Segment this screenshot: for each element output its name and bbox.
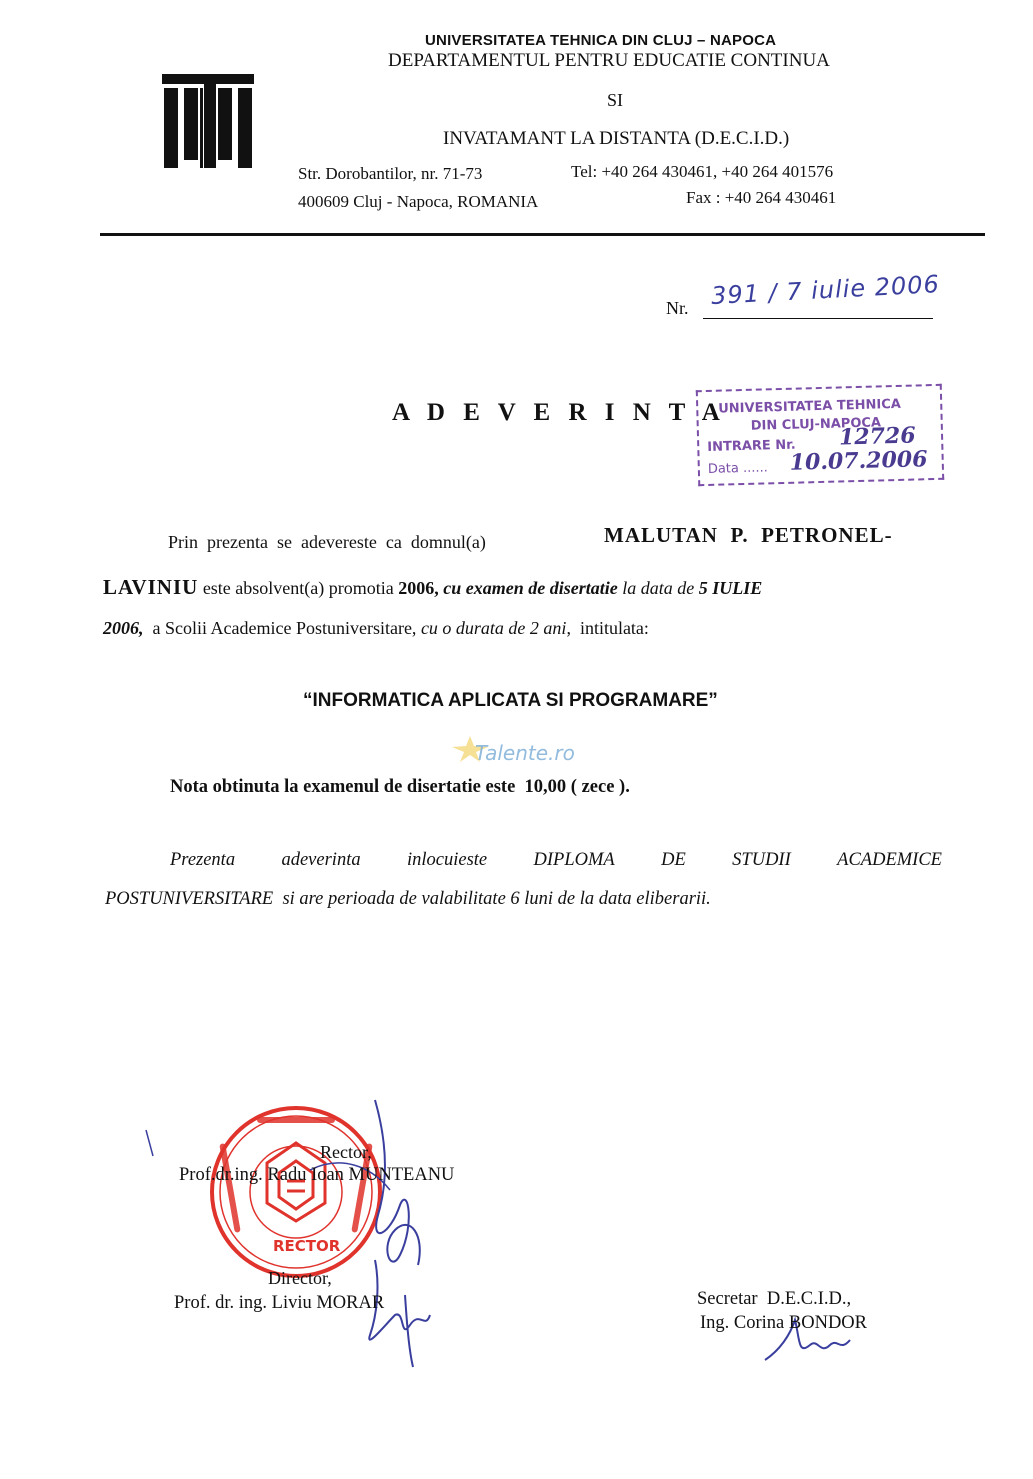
document-title: A D E V E R I N T A xyxy=(392,399,726,426)
validity-word: STUDII xyxy=(732,850,791,870)
stamp-entry-label: INTRARE Nr. xyxy=(707,437,796,455)
program-duration: cu o durata de 2 ani xyxy=(420,618,567,638)
department-name: DEPARTAMENTUL PENTRU EDUCATIE CONTINUA xyxy=(388,50,830,71)
exam-date-day-month: 5 IULIE xyxy=(698,578,763,598)
program-title: “INFORMATICA APLICATA SI PROGRAMARE” xyxy=(303,690,718,711)
department-conjunction: SI xyxy=(607,90,624,110)
certificate-line3 xyxy=(103,618,649,639)
registry-stamp xyxy=(696,384,944,486)
certificate-intro: Prin prezenta se adevereste ca domnul(a) xyxy=(168,532,486,552)
stamp-entry-number: 12726 xyxy=(838,422,916,451)
line2-text2: la data de xyxy=(617,578,699,598)
margin-mark xyxy=(143,1128,157,1158)
registration-handwritten: 391 / 7 iulie 2006 xyxy=(710,270,941,310)
validity-word: Prezenta xyxy=(170,850,236,870)
graduate-name-part1: MALUTAN P. PETRONEL- xyxy=(604,523,893,547)
phone-numbers: Tel: +40 264 430461, +40 264 401576 xyxy=(571,162,834,181)
validity-word: ACADEMICE xyxy=(837,850,942,870)
validity-line2: POSTUNIVERSITARE si are perioada de valabilitate 6 luni de la data eliberarii. xyxy=(105,889,711,909)
line2-text1: este absolvent(a) promotia xyxy=(198,578,399,598)
grade-statement: Nota obtinuta la examenul de disertatie este 10,00 ( zece ). xyxy=(170,777,630,797)
secretary-label: Secretar D.E.C.I.D., xyxy=(697,1289,852,1309)
stamp-line-city: DIN CLUJ-NAPOCA xyxy=(750,415,882,434)
university-logo xyxy=(160,72,256,170)
exam-type: cu examen de disertatie xyxy=(438,578,618,598)
validity-word: adeverinta xyxy=(281,850,361,870)
registration-underline xyxy=(703,318,933,319)
certificate-line2 xyxy=(103,575,762,600)
rector-name: Prof.dr.ing. Radu Ioan MUNTEANU xyxy=(179,1165,455,1185)
line3-text1: a Scolii Academice Postuniversitare, xyxy=(143,618,421,638)
header-divider xyxy=(100,233,985,236)
secretary-name: Ing. Corina BONDOR xyxy=(700,1313,868,1333)
exam-date-year: 2006, xyxy=(103,618,144,638)
address-street: Str. Dorobantilor, nr. 71-73 xyxy=(298,164,483,183)
director-label: Director, xyxy=(268,1268,332,1288)
validity-word: inlocuieste xyxy=(406,850,488,870)
stamp-date-label: Data ...... xyxy=(707,460,769,477)
seal-center-text: RECTOR xyxy=(273,1237,341,1255)
fax-number: Fax : +40 264 430461 xyxy=(686,188,837,207)
stamp-date-value: 10.07.2006 xyxy=(789,446,928,476)
line3-text2: , intitulata: xyxy=(566,618,649,638)
validity-line1 xyxy=(170,850,942,871)
department-name-cont: INVATAMANT LA DISTANTA (D.E.C.I.D.) xyxy=(443,128,790,149)
university-name: UNIVERSITATEA TEHNICA DIN CLUJ – NAPOCA xyxy=(425,32,777,49)
registration-label: Nr. xyxy=(666,298,689,318)
validity-word: DIPLOMA xyxy=(533,850,615,870)
rector-label: Rector, xyxy=(320,1142,372,1162)
address-city: 400609 Cluj - Napoca, ROMANIA xyxy=(298,192,539,211)
director-name: Prof. dr. ing. Liviu MORAR xyxy=(174,1293,385,1313)
watermark-text: Talente.ro xyxy=(475,741,575,765)
graduate-name-part2: LAVINIU xyxy=(103,575,199,599)
graduation-year: 2006, xyxy=(398,578,439,598)
validity-word: DE xyxy=(661,850,686,870)
stamp-line-university: UNIVERSITATEA TEHNICA xyxy=(718,396,902,417)
